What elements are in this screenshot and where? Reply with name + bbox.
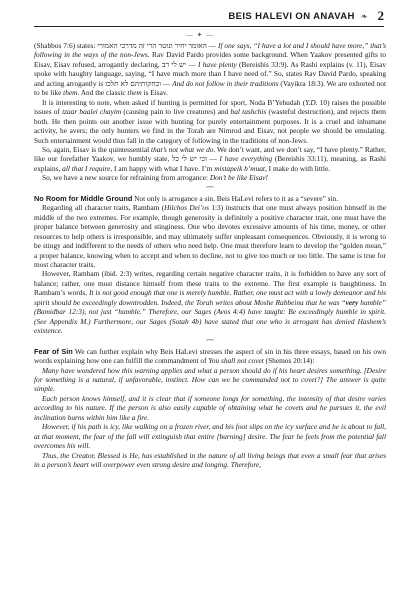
paragraph: However, Rambam (ibid. 2:3) writes, regarding certain negative character traits, it is forbidden to have any sort of balance; rather, one must distance himself from these traits to the extreme. The first example is haughtiness. In Rambam’s words, It is not good enough that one is merely humble. Rather, one must act with a lowly demeanor and his spirit should be exceedingly downtrodden. Indeed, the Torah writes about Moshe Rabbeinu that he was “very humble” (Bamidbar 12:3), not just “humble.” Therefore, our Sages (Avos 4:4) have taught: Be exceedingly humble in spirit. (See Appendix M.) Furthermore, our Sages (Sotah 4b) have stated that one who is arrogant has denied Hashem’s existence.: [34, 269, 386, 336]
page-body: [34, 41, 386, 594]
section-heading: No Room for Middle Ground: [34, 193, 133, 203]
paragraph: (Shabbos 7:6) states: האומר יחיר ונוטר הרי זה מדרכי האמורי — If one says, “I have a lot and I should have more,” that’s following in the ways of the non-Jews. Rav David Pardo provides some background. When Yaakov presented gifts to Eisav, Eisav refused, arrogantly declaring, יש לי רב — I have plenty (Bereishis 33:9). As Rashi explains (v. 11), Eisav spoke with haughty language, saying, “I have much more than I have need of.” So, states Rav David Pardo, speaking and acting arrogantly is ובחקותיהם לא תלכו — And do not follow in their traditions (Vayikra 18:3). We are exhorted not to be like them. And the classic them is Eisav.: [34, 41, 387, 98]
paragraph: Regarding all character traits, Rambam (Hilchos Dei’os 1:3) instructs that one must always position himself in the middle of the two extremes. For example, though generosity is definitely a positive character trait, one must have the proper balance between generosity and stinginess. One who devotes excessive amounts of his time, money, or other resources to help others is irresponsible, and may ultimately suffer unpleasant consequences. Obviously, it is wrong to be stingy and indifferent to the needs of others who need help. One must therefore learn to develop the “golden mean,” a proper balance, knowing when to accept and when to decline, not to give too much or too little. The same is true for most character traits.: [34, 203, 386, 269]
quoted-paragraph: Each person knows himself, and it is clear that if someone longs for something, the intensity of that desire varies according to his nature. If the person is also easily capable of obtaining what he covets and he pursues it, the evil inclination burns within him like a fire.: [34, 393, 386, 422]
quoted-paragraph: However, if his path is icy, like walking on a frozen river, and his foot slips on the icy surface and he is about to fall, at that moment, the fear of the fall will extinguish that entire [burning] desire. The fear he feels from the potential fall overcomes his will.: [34, 422, 386, 451]
section-heading: Fear of Sin: [34, 346, 73, 356]
header-ornament-icon: ❧: [360, 11, 368, 21]
paragraph: No Room for Middle Ground Not only is arrogance a sin, Beis HaLevi refers to it as a “severe” sin.: [34, 193, 339, 203]
hebrew-quote: ובחקותיהם לא תלכו: [105, 78, 161, 88]
quoted-paragraph: Many have wondered how this warning applies and what a person should do if his heart desires something. [Desire for something is a natural, if unfavorable, instinct. How can we be commanded not to covet?] The answer is quite simple.: [34, 365, 386, 394]
hebrew-quote: וכי יש לי כל: [171, 154, 207, 164]
running-header: [34, 6, 384, 27]
paragraph: It is interesting to note, when asked if hunting is permitted for sport, Noda B’Yehudah (Y.D. 10) raises the possible issues of tzaar baalei chayim (causing pain to live creatures) and bal tashchis (wasteful destruction), and rejects them both. He then points out another issue with hunting for purely entertainment purposes. It is a cruel and inhumane activity, he avers; the only hunters we find in the Torah are Nimrod and Eisav, not people we should be emulating. Such entertainment would thus fall in the category of following in the traditions of non-Jews.: [34, 97, 387, 145]
paragraph: So, again, Eisav is the quintessential that’s not what we do. We don’t want, and we don’t say, “I have plenty.” Rather, like our forefather Yaakov, we humbly state, וכי יש לי כל — I have everything (Bereishis 33:11), meaning, as Rashi explains, all that I require, I am happy with what I have. I’m mistapeik b’muat, I make do with little.: [34, 144, 386, 173]
top-ornament-divider: — ✦ —: [185, 31, 215, 39]
running-header-title: BEIS HALEVI ON ANAVAH: [228, 10, 355, 22]
section-ornament-divider: ·•••·: [204, 337, 216, 344]
hebrew-quote: האומר יחיר ונוטר הרי זה מדרכי האמורי: [97, 41, 207, 50]
paragraph: So, we have a new source for refraining from arrogance: Don’t be like Eisav!: [42, 173, 268, 183]
quoted-paragraph: Thus, the Creator, Blessed is He, has established in the nature of all living beings that even a small fear that arises in a person’s heart will overpower even strong desire and longing. Therefore,: [34, 450, 386, 470]
page-number: 2: [377, 8, 384, 23]
hebrew-quote: יש לי רב: [162, 59, 187, 69]
paragraph: Fear of Sin We can further explain why Beis HaLevi stresses the aspect of sin in his three essays, based on his own words explaining how one can fulfill the commandment of You shall not covet (Shemos 20:14):: [34, 346, 387, 366]
section-ornament-divider: ·•••·: [204, 184, 216, 191]
